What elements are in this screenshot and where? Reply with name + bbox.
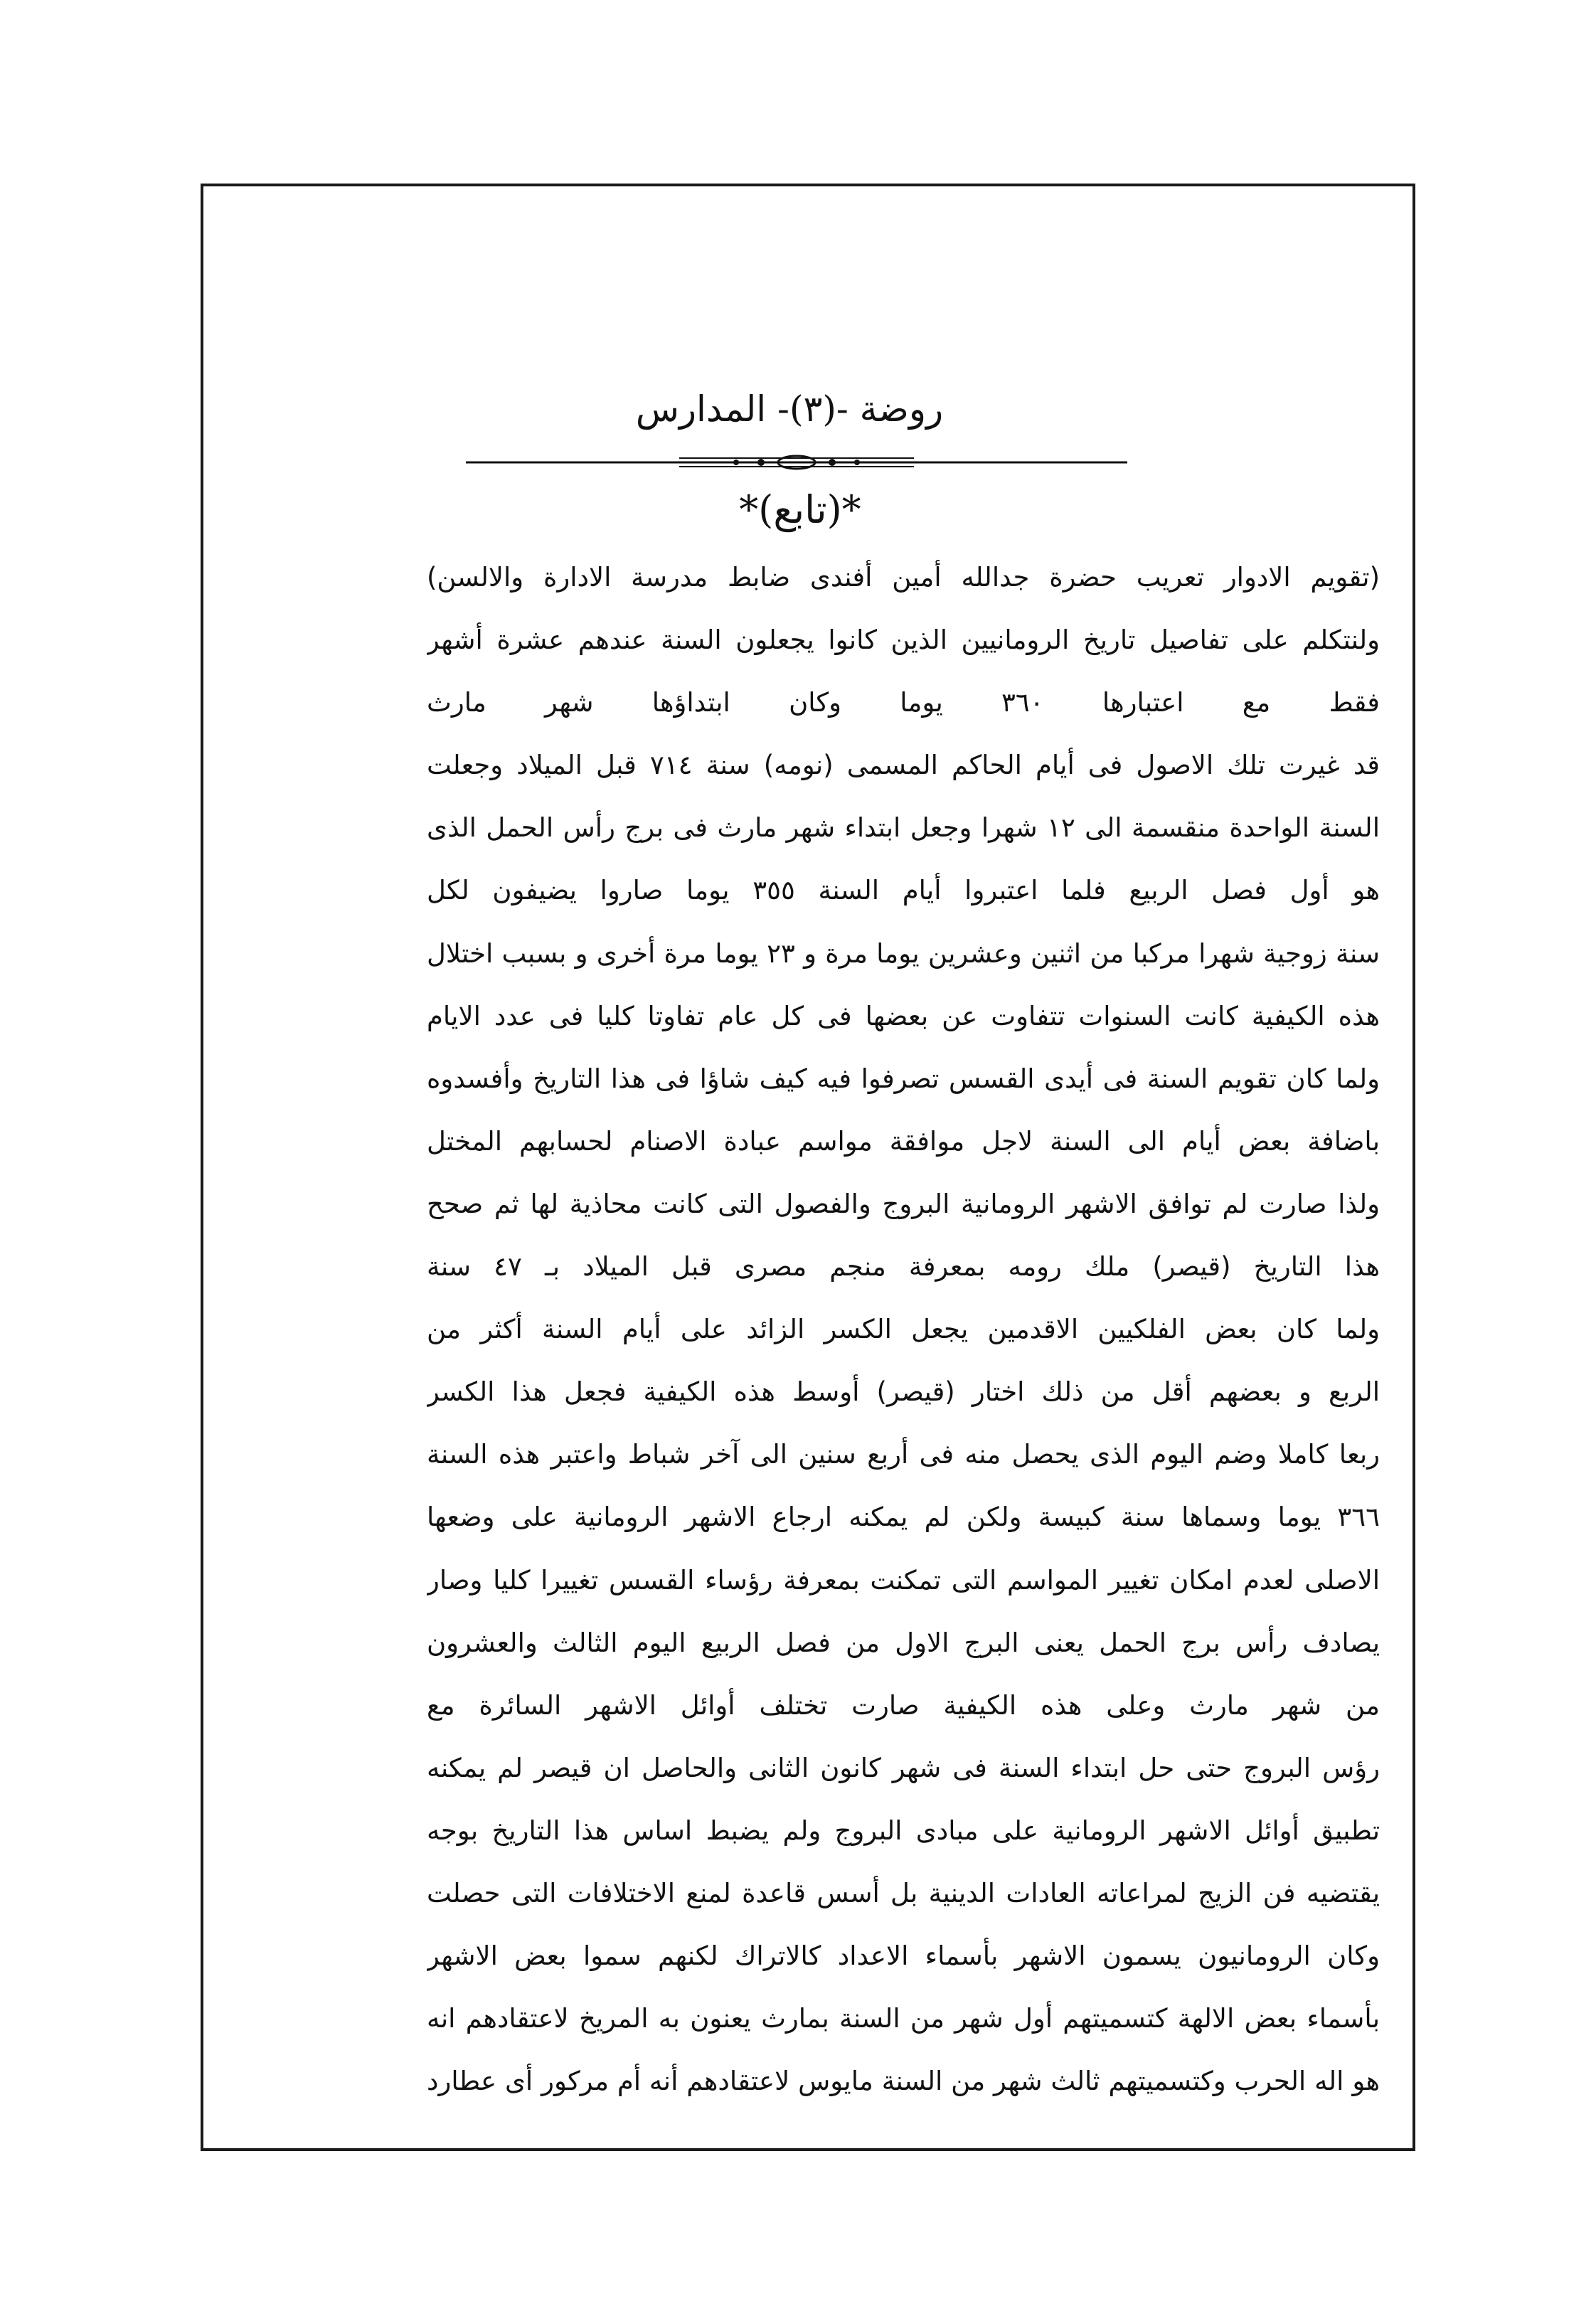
section-subtitle: *(تابع)* — [739, 487, 861, 532]
text-line: ولذا صارت لم توافق الاشهر الرومانية البروج والفصول التى كانت محاذية لها ثم صحح — [427, 1188, 1380, 1219]
text-line: ربعا كاملا وضم اليوم الذى يحصل منه فى أربع سنين الى آخر شباط واعتبر هذه السنة — [427, 1439, 1380, 1470]
text-line: يصادف رأس برج الحمل يعنى البرج الاول من فصل الربيع اليوم الثالث والعشرون — [427, 1627, 1380, 1658]
text-line: يقتضيه فن الزيج لمراعاته العادات الدينية بل أسس قاعدة لمنع الاختلافات التى حصلت — [427, 1877, 1380, 1908]
text-line: ولما كان بعض الفلكيين الاقدمين يجعل الكسر الزائد على أيام السنة أكثر من — [427, 1314, 1380, 1345]
text-line: تطبيق أوائل الاشهر الرومانية على مبادى البروج ولم يضبط اساس هذا التاريخ بوجه — [427, 1815, 1380, 1846]
text-line: باضافة بعض أيام الى السنة لاجل موافقة مواسم عبادة الاصنام لحسابهم المختل — [427, 1125, 1380, 1157]
text-line: ٣٦٦ يوما وسماها سنة كبيسة ولكن لم يمكنه ارجاع الاشهر الرومانية على وضعها — [427, 1502, 1380, 1533]
text-line: سنة زوجية شهرا مركبا من اثنين وعشرين يوما مرة و ٢٣ يوما مرة أخرى و بسبب اختلال — [427, 938, 1380, 969]
text-line: هذا التاريخ (قيصر) ملك رومه بمعرفة منجم مصرى قبل الميلاد بـ ٤٧ سنة — [427, 1251, 1380, 1283]
text-line: السنة الواحدة منقسمة الى ١٢ شهرا وجعل ابتداء شهر مارث فى برج رأس الحمل الذى — [427, 812, 1380, 844]
body-text — [427, 546, 1380, 2097]
text-line: رؤس البروج حتى حل ابتداء السنة فى شهر كانون الثانى والحاصل ان قيصر لم يمكنه — [427, 1752, 1380, 1783]
text-line: من شهر مارث وعلى هذه الكيفية صارت تختلف أوائل الاشهر السائرة مع — [427, 1689, 1380, 1721]
text-line: ولنتكلم على تفاصيل تاريخ الرومانيين الذين كانوا يجعلون السنة عندهم عشرة أشهر — [427, 625, 1380, 656]
text-line: ولما كان تقويم السنة فى أيدى القسس تصرفوا فيه كيف شاؤا فى هذا التاريخ وأفسدوه — [427, 1063, 1380, 1094]
text-line: وكان الرومانيون يسمون الاشهر بأسماء الاعداد كالاتراك لكنهم سموا بعض الاشهر — [427, 1940, 1380, 1972]
running-header: روضة -(٣)- المدارس — [635, 388, 944, 430]
text-line: فقط مع اعتبارها ٣٦٠ يوما وكان ابتداؤها شهر مارث — [427, 687, 1380, 718]
text-line: قد غيرت تلك الاصول فى أيام الحاكم المسمى (نومه) سنة ٧١٤ قبل الميلاد وجعلت — [427, 750, 1380, 781]
decorative-rule — [466, 454, 1127, 471]
text-line: هذه الكيفية كانت السنوات تتفاوت عن بعضها فى كل عام تفاوتا كليا فى عدد الايام — [427, 1000, 1380, 1031]
text-line: هو أول فصل الربيع فلما اعتبروا أيام السنة ٣٥٥ يوما صاروا يضيفون لكل — [427, 875, 1380, 906]
text-line: الاصلى لعدم امكان تغيير المواسم التى تمكنت بمعرفة رؤساء القسس تغييرا كليا وصار — [427, 1564, 1380, 1596]
text-line: بأسماء بعض الالهة كتسميتهم أول شهر من السنة بمارث يعنون به المريخ لاعتقادهم انه — [427, 2003, 1380, 2034]
text-line: الربع و بعضهم أقل من ذلك اختار (قيصر) أوسط هذه الكيفية فجعل هذا الكسر — [427, 1376, 1380, 1408]
text-line: (تقويم الادوار تعريب حضرة جدالله أمين أفندى ضابط مدرسة الادارة والالسن) — [427, 562, 1380, 593]
text-line: هو اله الحرب وكتسميتهم ثالث شهر من السنة مايوس لاعتقادهم أنه أم مركور أى عطارد — [427, 2066, 1380, 2097]
